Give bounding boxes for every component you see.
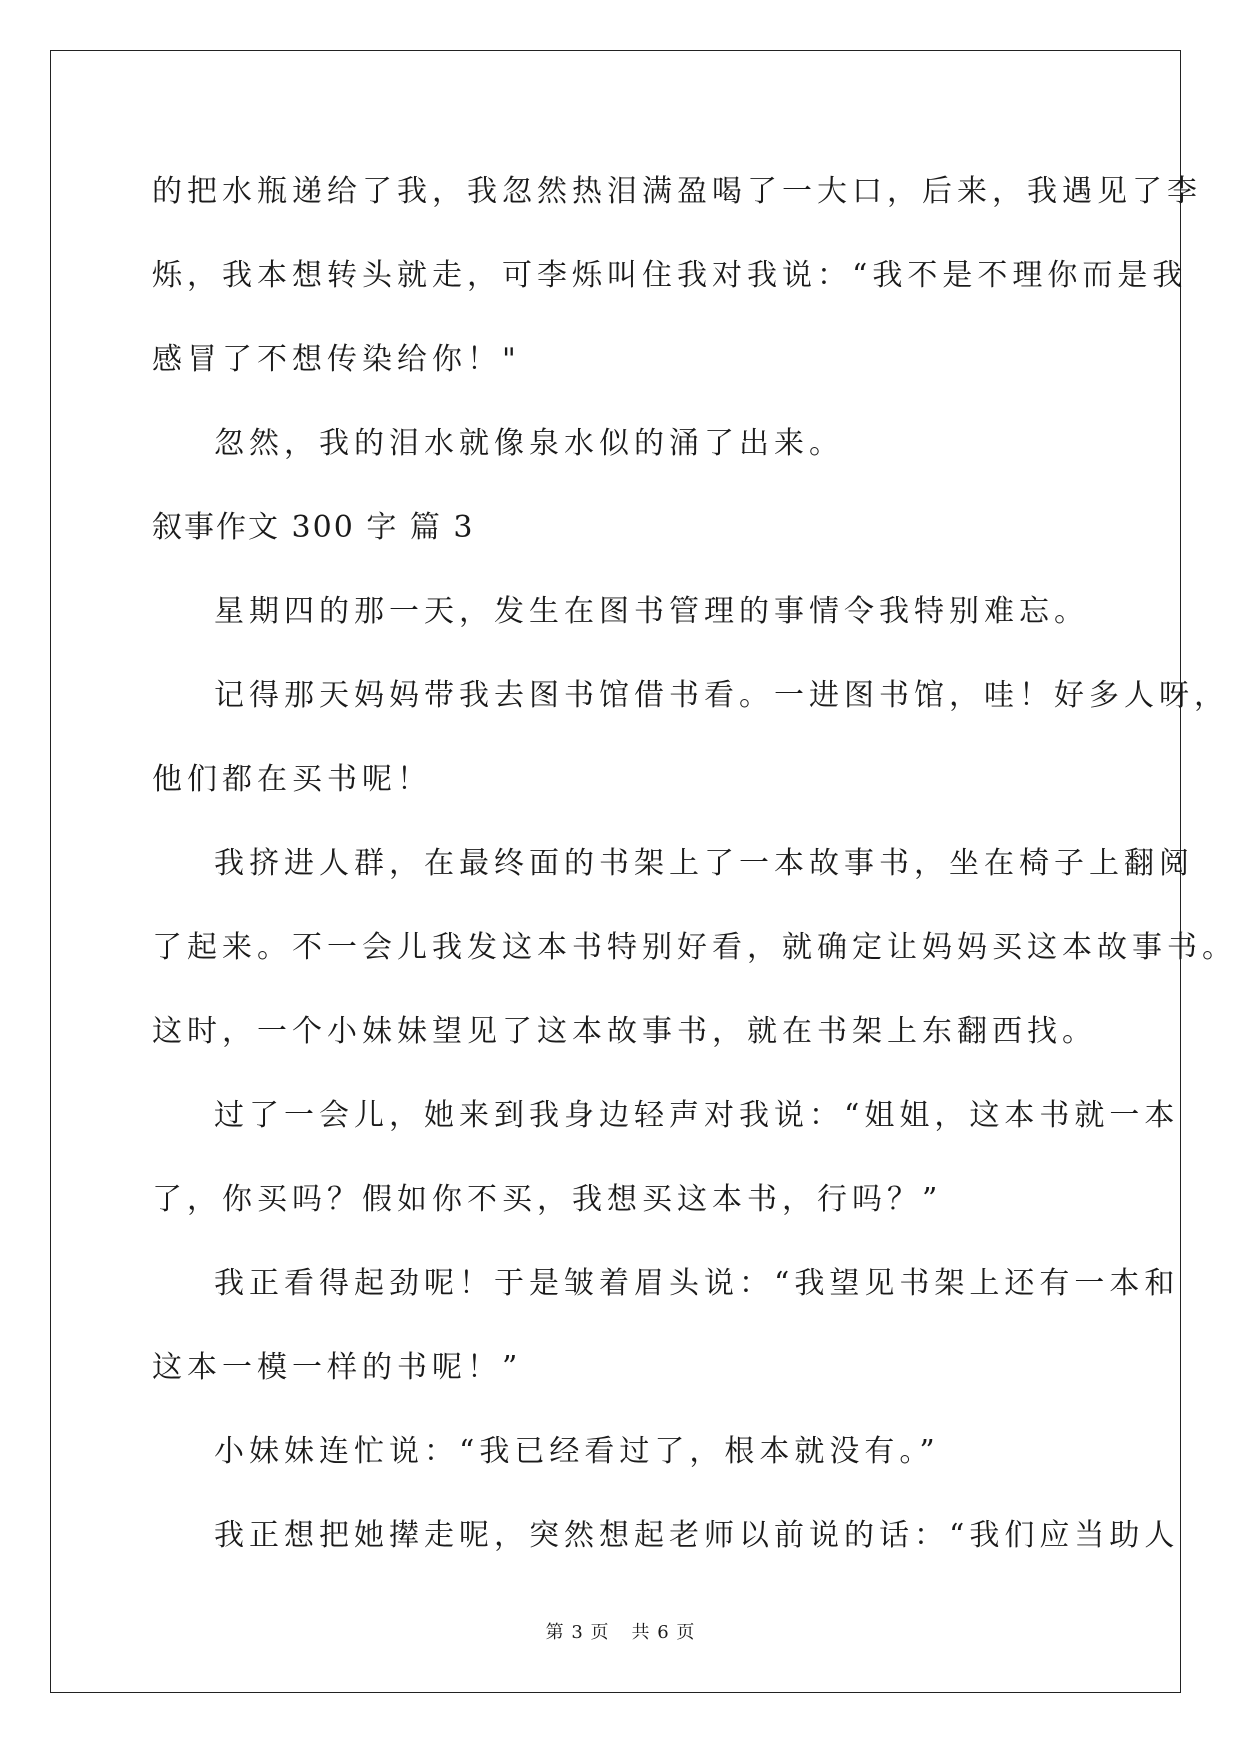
text-line: 记得那天妈妈带我去图书馆借书看。一进图书馆，哇！好多人呀， (214, 678, 1229, 713)
page-number-total: 共 6 页 (631, 1622, 696, 1643)
text-line: 我挤进人群，在最终面的书架上了一本故事书，坐在椅子上翻阅 (214, 846, 1194, 881)
text-line: 烁，我本想转头就走，可李烁叫住我对我说：“我不是不理你而是我 (152, 258, 1188, 293)
section-heading: 叙事作文 300 字 篇 3 (152, 510, 475, 545)
page-footer (0, 1618, 1241, 1644)
text-line: 感冒了不想传染给你！" (152, 342, 521, 377)
text-line: 他们都在买书呢！ (152, 762, 432, 797)
text-line: 了起来。不一会儿我发这本书特别好看，就确定让妈妈买这本故事书。 (152, 930, 1237, 965)
text-line: 的把水瓶递给了我，我忽然热泪满盈喝了一大口，后来，我遇见了李 (152, 174, 1202, 209)
text-line: 星期四的那一天，发生在图书管理的事情令我特别难忘。 (214, 594, 1089, 629)
page-number-current: 第 3 页 (545, 1622, 610, 1643)
text-line: 小妹妹连忙说：“我已经看过了，根本就没有。” (214, 1434, 940, 1469)
text-line: 我正看得起劲呢！于是皱着眉头说：“我望见书架上还有一本和 (214, 1266, 1180, 1301)
text-line: 这本一模一样的书呢！” (152, 1350, 523, 1385)
document-body (152, 150, 1237, 1578)
text-line: 过了一会儿，她来到我身边轻声对我说：“姐姐，这本书就一本 (214, 1098, 1180, 1133)
text-line: 了，你买吗？假如你不买，我想买这本书，行吗？” (152, 1182, 943, 1217)
text-line: 忽然，我的泪水就像泉水似的涌了出来。 (214, 426, 844, 461)
text-line: 我正想把她撵走呢，突然想起老师以前说的话：“我们应当助人 (214, 1518, 1180, 1553)
text-line: 这时，一个小妹妹望见了这本故事书，就在书架上东翻西找。 (152, 1014, 1097, 1049)
